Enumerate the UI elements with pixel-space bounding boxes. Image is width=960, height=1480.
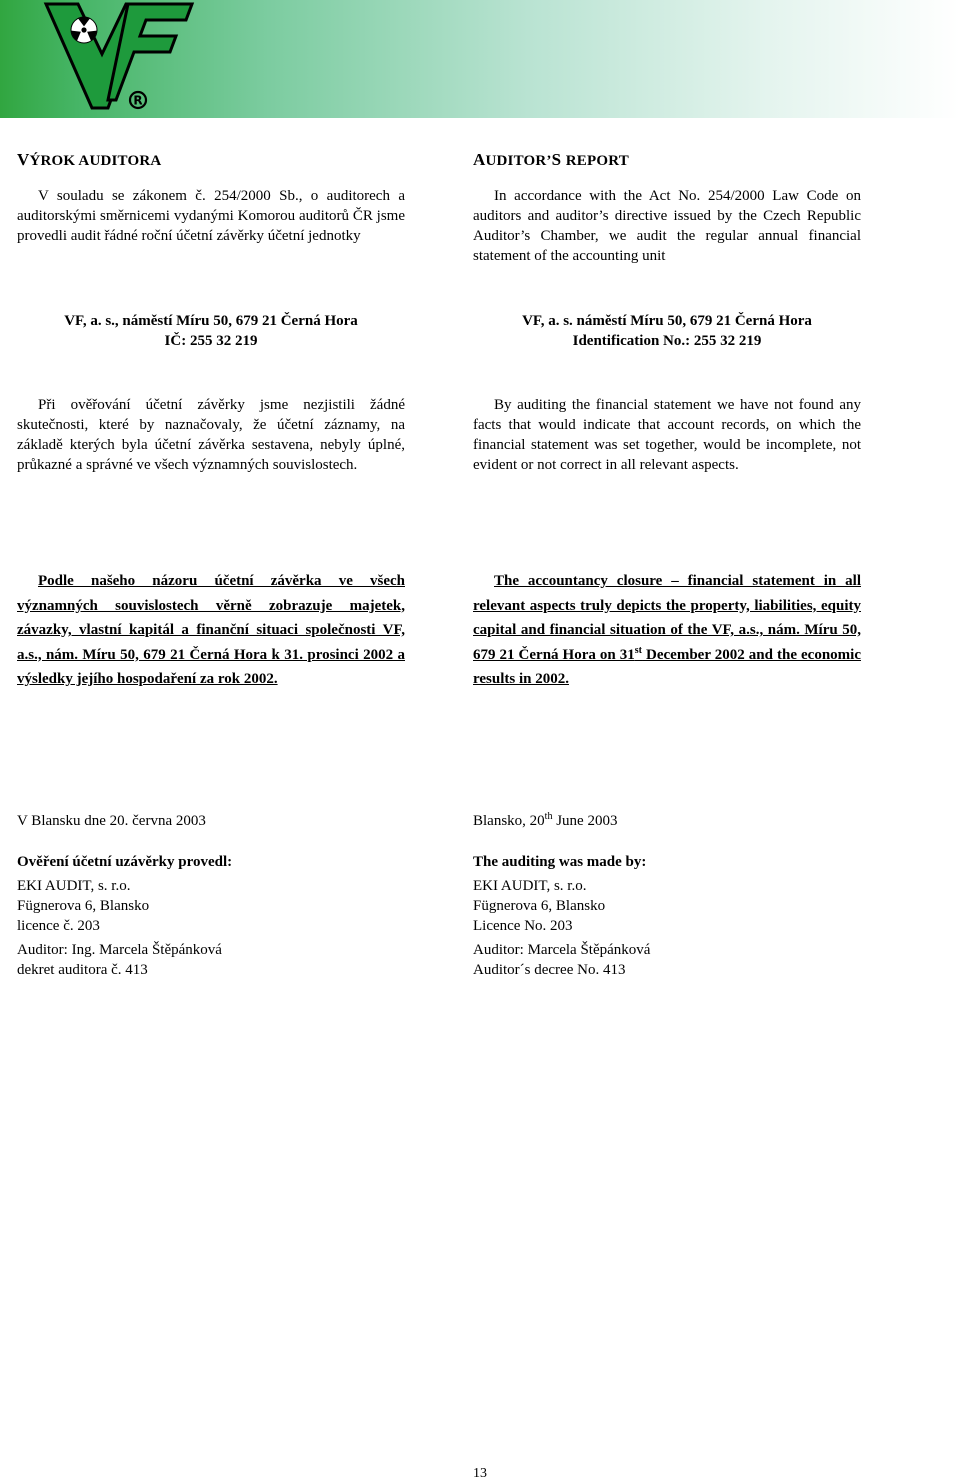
right-title-first: A	[473, 150, 486, 169]
right-title-mid: UDITOR	[485, 153, 547, 169]
left-findings: Při ověřování účetní závěrky jsme nezjistili žádné skutečnosti, které by naznačovaly, že účetní záznamy, na základě kterých byla účetní závěrka sestavena, nebyly úplné, průkazné a správné ve všech významných souvislostech.	[17, 397, 405, 473]
left-auditor: Auditor: Ing. Marcela Štěpánková	[17, 942, 222, 958]
right-opinion-sup: st	[634, 644, 643, 656]
vf-logo	[0, 0, 200, 118]
left-intro: V souladu se zákonem č. 254/2000 Sb., o auditorech a auditorskými směrnicemi vydanými Komorou auditorů ČR jsme provedli audit řádné roční účetní závěrky účetní jednotky	[17, 188, 405, 244]
left-place-date: V Blansku dne 20. června 2003	[17, 813, 206, 829]
right-licence: Licence No. 203	[473, 918, 573, 934]
left-entity-line2: IČ: 255 32 219	[164, 333, 258, 349]
right-entity-line1: VF, a. s. náměstí Míru 50, 679 21 Černá Hora	[522, 313, 812, 329]
right-opinion	[473, 569, 861, 692]
right-title-apos: ’	[546, 153, 552, 169]
left-address: Fügnerova 6, Blansko	[17, 898, 150, 914]
right-auditor: Auditor: Marcela Štěpánková	[473, 942, 651, 958]
left-title-first: V	[17, 150, 30, 169]
right-address: Fügnerova 6, Blansko	[473, 898, 606, 914]
right-opinion-part1: The accountancy closure – financial statement in all relevant aspects truly depicts the property, liabilities, equity capital and financial situation of the VF, a.s., nám. Míru 50, 679 21 Černá Hora on 31	[473, 573, 861, 663]
right-place-date	[473, 811, 861, 831]
right-firm: EKI AUDIT, s. r.o.	[473, 878, 587, 894]
left-firm: EKI AUDIT, s. r.o.	[17, 878, 131, 894]
page-number: 13	[473, 1466, 487, 1480]
left-licence: licence č. 203	[17, 918, 100, 934]
left-opinion-text: Podle našeho názoru účetní závěrka ve všech významných souvislostech věrně zobrazuje majetek, závazky, vlastní kapitál a finanční situaci společnosti VF, a.s., nám. Míru 50, 679 21 Černá Hora k 31. prosinci 2002 a výsledky jejího hospodaření za rok 2002.	[17, 573, 405, 687]
right-title-rest: REPORT	[565, 153, 629, 169]
left-entity-line1: VF, a. s., náměstí Míru 50, 679 21 Černá Hora	[64, 313, 358, 329]
right-signature-block	[473, 852, 861, 980]
svg-text:R: R	[133, 93, 143, 108]
right-title	[473, 150, 861, 171]
right-place-date-part1: Blansko, 20	[473, 813, 545, 829]
right-place-date-sup: th	[544, 811, 553, 822]
left-entity	[17, 311, 405, 351]
right-findings: By auditing the financial statement we have not found any facts that would indicate that account records, on which the financial statement was set together, would be incomplete, not evident or not correct in all relevant aspects.	[473, 397, 861, 473]
left-title	[17, 150, 405, 171]
right-audit-by-label: The auditing was made by:	[473, 854, 647, 870]
right-entity	[473, 311, 861, 351]
right-entity-line2: Identification No.: 255 32 219	[572, 333, 762, 349]
left-opinion	[17, 569, 405, 692]
right-decree: Auditor´s decree No. 413	[473, 962, 626, 978]
right-title-s: S	[551, 150, 566, 169]
left-title-rest: ÝROK AUDITORA	[29, 153, 162, 169]
right-opinion-part2: December 2002 and the economic results in 2002.	[473, 646, 861, 687]
left-decree: dekret auditora č. 413	[17, 962, 148, 978]
registered-icon	[130, 92, 146, 108]
left-audit-by-label: Ověření účetní uzávěrky provedl:	[17, 854, 233, 870]
right-place-date-part2: June 2003	[552, 813, 618, 829]
radiation-trefoil-icon	[70, 17, 98, 43]
left-signature-block	[17, 852, 405, 980]
right-intro: In accordance with the Act No. 254/2000 Law Code on auditors and auditor’s directive issued by the Czech Republic Auditor’s Chamber, we audit the regular annual financial statement of the accounting unit	[473, 188, 861, 264]
